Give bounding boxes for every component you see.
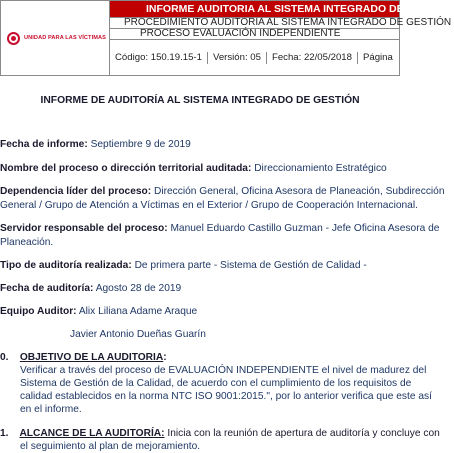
objective-line-1-wrap (20, 364, 426, 377)
scope-text-line-2: el seguimiento al plan de mejoramiento. (20, 441, 201, 452)
logo (1, 32, 109, 45)
objective-title: OBJETIVO DE LA AUDITORIA (19, 352, 164, 363)
scope-heading (0, 427, 440, 440)
objective-line-2: Sistema de Gestión de la Calidad, de acuerdo con el cumplimiento de los requisitos de (20, 378, 412, 389)
objective-line-4-wrap (20, 403, 82, 416)
process-field (0, 162, 387, 175)
audit-date-label: Fecha de auditoría: (0, 283, 94, 294)
header-code: Código: 150.19.15-1 (110, 52, 208, 64)
audit-type-label: Tipo de auditoría realizada: (0, 260, 132, 271)
header-process: PROCESO EVALUACIÓN INDEPENDIENTE (110, 29, 400, 40)
document-header (0, 0, 454, 76)
objective-line-4: en el informe. (20, 404, 82, 415)
team-member-1: Alix Liliana Adame Araque (78, 306, 198, 317)
team-field (0, 305, 197, 318)
process-value: Direccionamiento Estratégico (254, 163, 387, 174)
process-label: Nombre del proceso o dirección territorial auditada: (0, 163, 252, 174)
document-title: INFORME DE AUDITORÍA AL SISTEMA INTEGRADO DE GESTIÓN (40, 95, 360, 106)
dependency-field-cont (0, 199, 418, 212)
servant-field (0, 222, 439, 235)
audit-type-field (0, 259, 367, 272)
report-date-field (0, 138, 191, 151)
logo-cell (1, 1, 110, 76)
team-label: Equipo Auditor: (0, 306, 77, 317)
team-member-2: Javier Antonio Dueñas Guarín (70, 329, 206, 340)
header-version: Versión: 05 (208, 52, 267, 64)
report-date-label: Fecha de informe: (0, 139, 88, 150)
header-page: Página (362, 51, 393, 63)
audit-date-field (0, 282, 181, 295)
team-field-cont (70, 328, 206, 341)
objective-line-3: calidad establecidos en la norma NTC ISO 9001:2015.", por lo anterior verifica que este así (20, 391, 432, 402)
objective-line-3-wrap (20, 390, 432, 403)
scope-line-2-wrap (20, 440, 200, 453)
dependency-value-line-1: Dirección General, Oficina Asesora de Planeación, Subdirección (154, 186, 445, 197)
logo-text: UNIDAD PARA LAS VÍCTIMAS (24, 35, 106, 41)
objective-heading (0, 351, 167, 364)
dependency-value-line-2: General / Grupo de Atención a Víctimas en el Exterior / Grupo de Cooperación Internacional. (0, 200, 418, 211)
header-meta-row (110, 40, 400, 76)
servant-field-cont (0, 236, 53, 249)
unidad-victimas-logo-icon (7, 32, 20, 45)
report-date-value: Septiembre 9 de 2019 (90, 139, 191, 150)
scope-text-line-1: Inicia con la reunión de apertura de auditoría y concluye con (167, 428, 440, 439)
header-title: INFORME AUDITORIA AL SISTEMA INTEGRADO DE GESTIÓN (110, 1, 400, 18)
scope-title: ALCANCE DE LA AUDITORÍA: (19, 428, 165, 439)
audit-date-value: Agosto 28 de 2019 (95, 283, 182, 294)
servant-value-line-1: Manuel Eduardo Castillo Guzman - Jefe Oficina Asesora de (170, 223, 440, 234)
objective-number: 0. (0, 352, 9, 363)
header-procedure: PROCEDIMIENTO AUDITORIA AL SISTEMA INTEGRADO DE GESTIÓN (110, 18, 400, 29)
dependency-label: Dependencia líder del proceso: (0, 186, 152, 197)
objective-line-1: Verificar a través del proceso de EVALUACIÓN INDEPENDIENTE el nivel de madurez del (20, 365, 427, 376)
audit-type-value: De primera parte - Sistema de Gestión de Calidad - (134, 260, 367, 271)
servant-label: Servidor responsable del proceso: (0, 223, 168, 234)
objective-colon: : (163, 352, 167, 363)
objective-line-2-wrap (20, 377, 411, 390)
servant-value-line-2: Planeación. (0, 237, 54, 248)
scope-number: 1. (0, 428, 9, 439)
dependency-field (0, 185, 445, 198)
header-date: Fecha: 22/05/2018 (267, 52, 358, 64)
